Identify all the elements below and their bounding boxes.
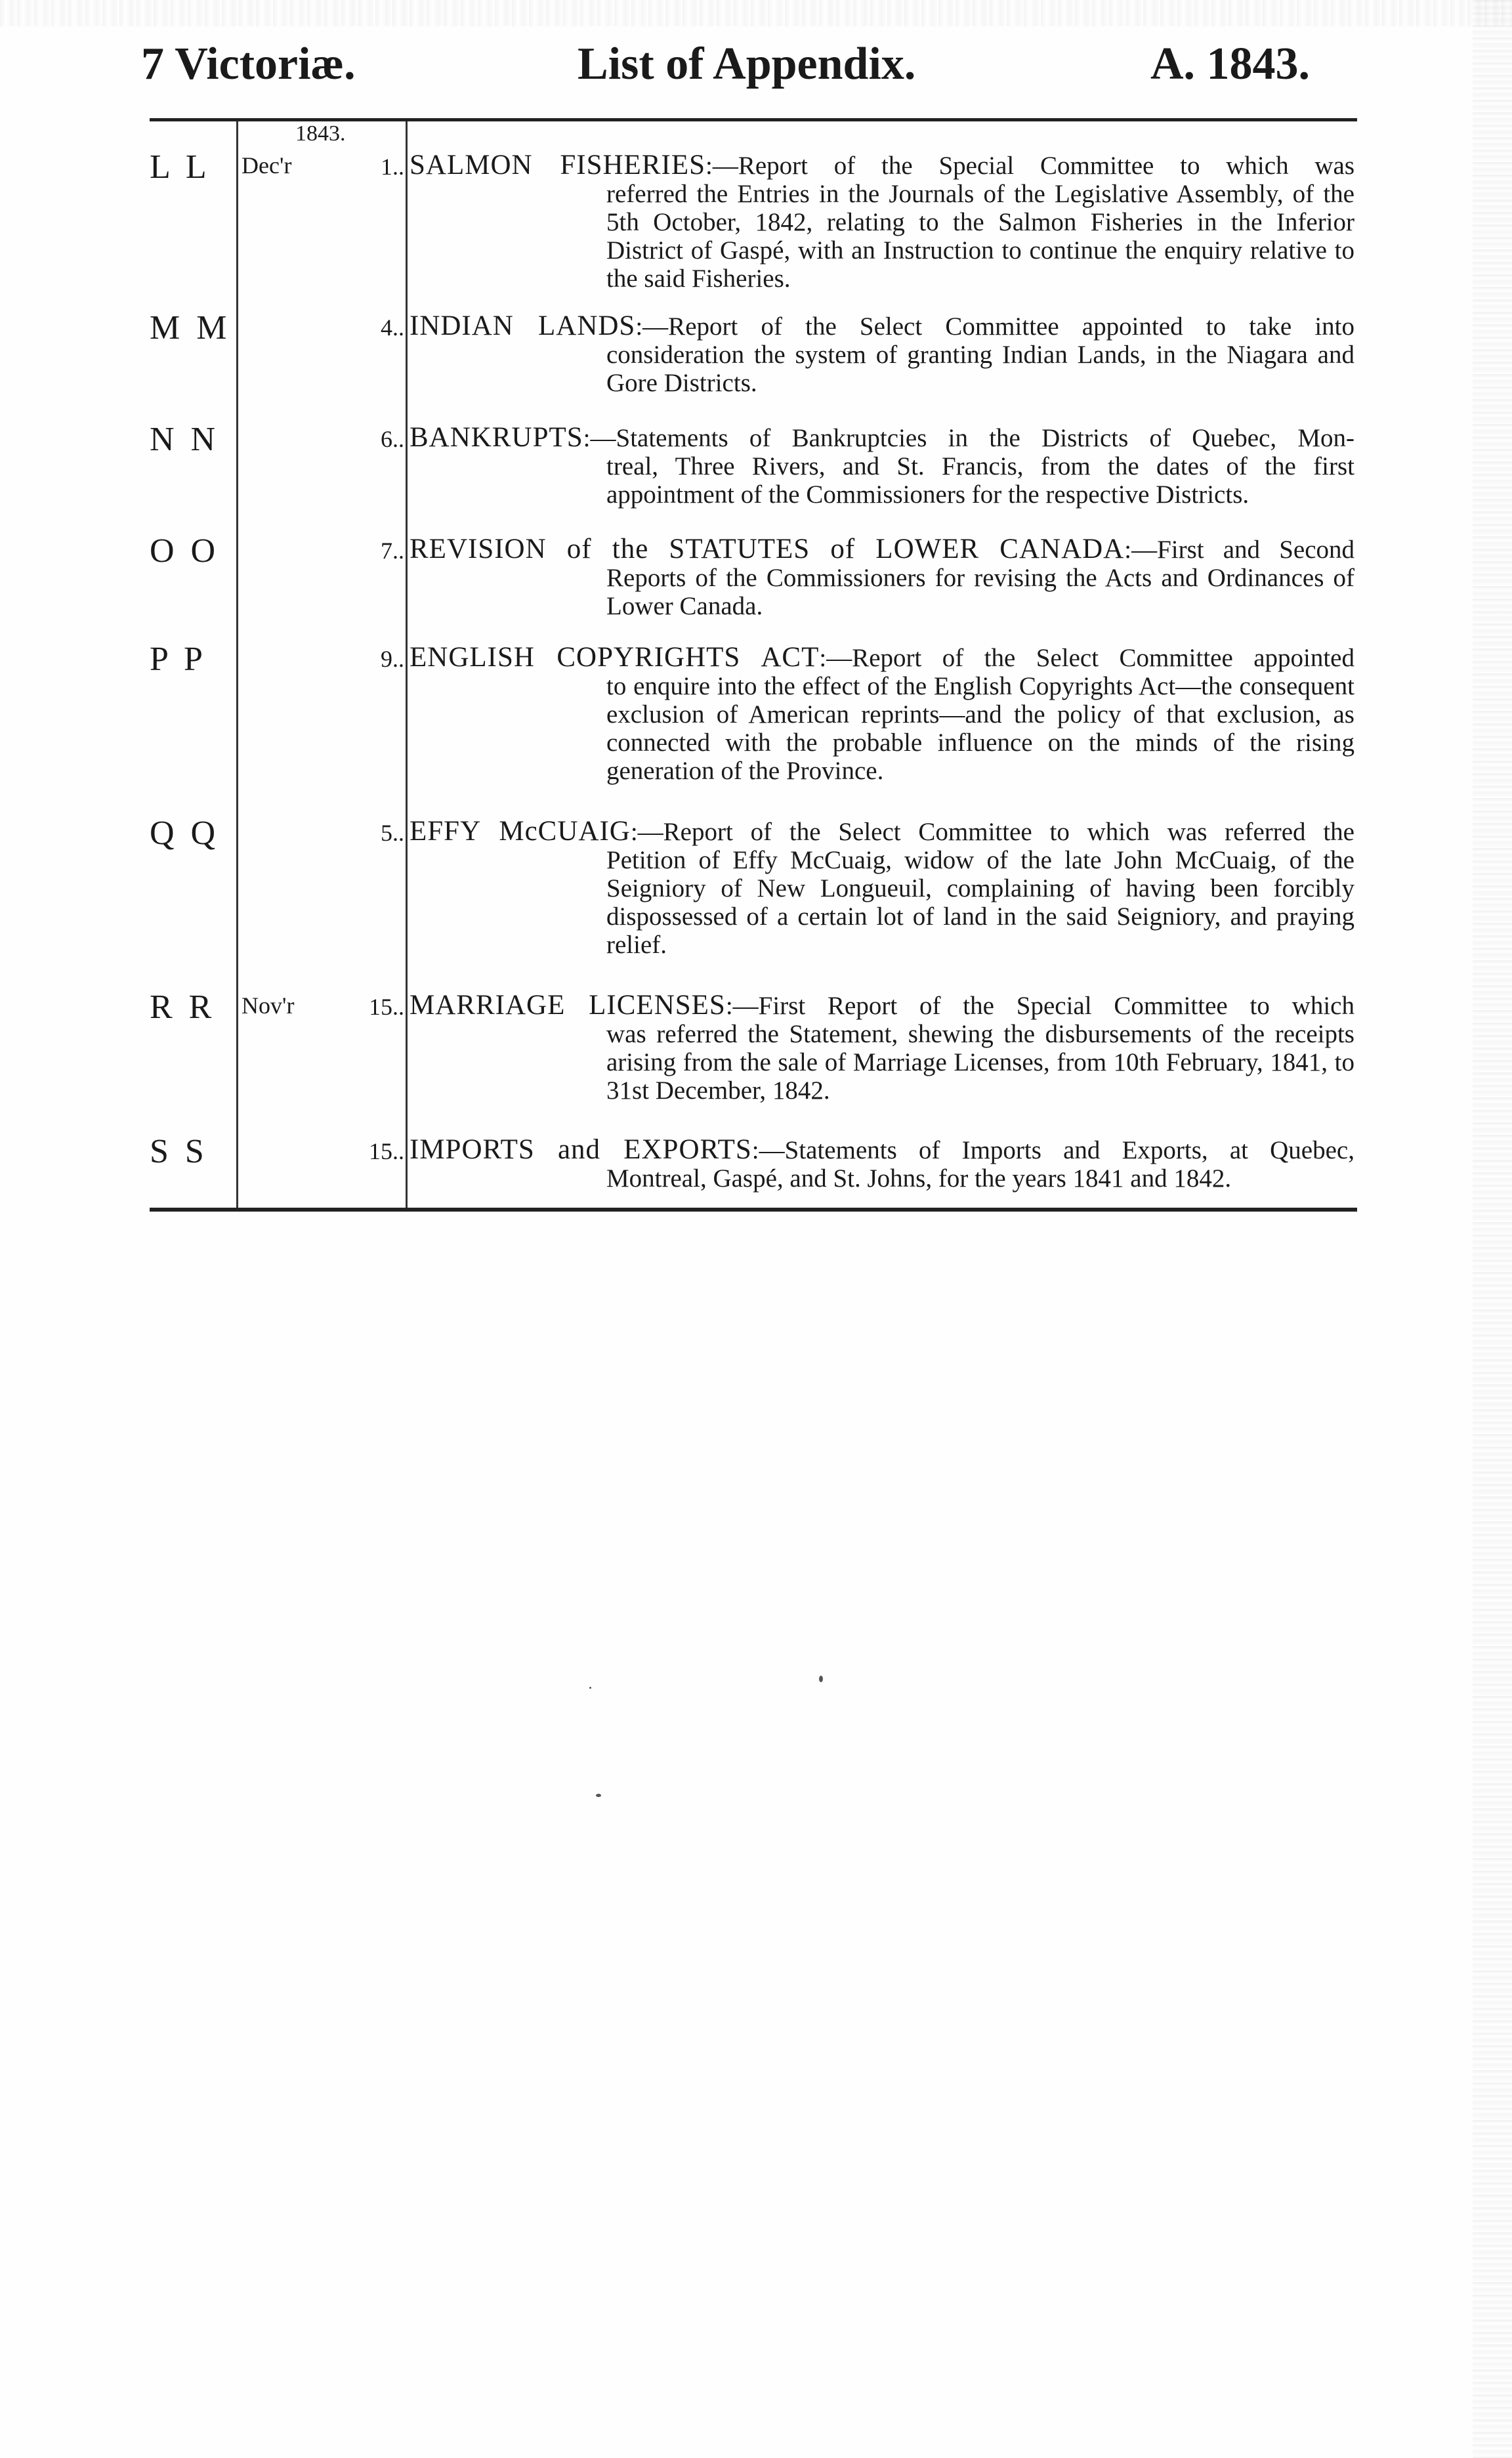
entry-continuation: to enquire into the effect of the English Copyrights Act—the consequent exclusion of American reprints—and the policy of that exclusion, as connected with the probable influence on the minds of the rising generation of the Province. bbox=[606, 672, 1354, 785]
entry-first-text: :—Report of the Select Committee appointed bbox=[819, 644, 1354, 672]
table-bottom-rule bbox=[150, 1208, 1357, 1212]
entry-continuation: Petition of Effy McCuaig, widow of the late John McCuaig, of the Seigniory of New Longueuil, complaining of having been forcibly dispossessed of a certain lot of land in the said Seigniory, and praying relief. bbox=[606, 846, 1354, 959]
entry-first-text: :—Statements of Imports and Exports, at Quebec, bbox=[751, 1136, 1354, 1164]
entry-subject: INDIAN LANDS bbox=[410, 310, 636, 341]
entry-day: 7.. bbox=[381, 538, 404, 564]
entry-first-text: :—First Report of the Special Committee to which bbox=[725, 992, 1354, 1020]
appendix-code: N N bbox=[150, 421, 220, 458]
column-divider-date bbox=[406, 121, 408, 1208]
entry-first-line bbox=[410, 1135, 1354, 1164]
header-title: List of Appendix. bbox=[578, 39, 916, 89]
entry-first-line bbox=[410, 991, 1354, 1020]
entry-subject: IMPORTS and EXPORTS bbox=[410, 1134, 752, 1165]
entry-subject: EFFY McCUAIG bbox=[410, 816, 631, 847]
scan-speck bbox=[819, 1676, 823, 1682]
entry-first-line bbox=[410, 423, 1354, 452]
entry-first-line bbox=[410, 312, 1354, 341]
entry-first-text: :—Report of the Select Committee appointed to take into bbox=[635, 312, 1354, 341]
scan-speck bbox=[589, 1687, 591, 1689]
scan-noise-top bbox=[0, 0, 1512, 26]
entry-continuation: treal, Three Rivers, and St. Francis, from the dates of the first appointment of the Commissioners for the respective Districts. bbox=[606, 452, 1354, 509]
entry-continuation: Reports of the Commissioners for revising the Acts and Ordinances of Lower Canada. bbox=[606, 564, 1354, 620]
appendix-table bbox=[150, 118, 1372, 1214]
entry-subject: SALMON FISHERIES bbox=[410, 150, 706, 180]
entry-description bbox=[410, 643, 1354, 785]
entry-description bbox=[410, 1135, 1354, 1193]
entry-first-text: :—First and Second bbox=[1124, 536, 1355, 564]
entry-day: 15.. bbox=[369, 1138, 404, 1164]
entry-continuation: Montreal, Gaspé, and St. Johns, for the years 1841 and 1842. bbox=[606, 1164, 1232, 1193]
entry-description bbox=[410, 312, 1354, 397]
year-heading: 1843. bbox=[295, 121, 346, 146]
column-divider-code bbox=[236, 121, 238, 1208]
appendix-code: R R bbox=[150, 988, 216, 1026]
entry-description bbox=[410, 817, 1354, 959]
scan-noise-edge bbox=[1473, 0, 1512, 2458]
header-session: 7 Victoriæ. bbox=[141, 39, 356, 89]
entry-day: 15.. bbox=[369, 994, 404, 1020]
entry-continuation: referred the Entries in the Journals of the Legislative Assembly, of the 5th October, 1842, relating to the Salmon Fisheries in the Inferior District of Gaspé, with an Instruction to continue the enquiry relative to the said Fisheries. bbox=[606, 180, 1354, 293]
entry-day: 9.. bbox=[381, 646, 404, 672]
entry-first-line bbox=[410, 643, 1354, 672]
entry-first-line bbox=[410, 817, 1354, 846]
entry-day: 6.. bbox=[381, 426, 404, 452]
running-header bbox=[131, 32, 1365, 97]
entry-first-text: :—Report of the Select Committee to which was referred the bbox=[630, 818, 1354, 846]
appendix-code: Q Q bbox=[150, 815, 220, 852]
entry-day: 4.. bbox=[381, 314, 404, 341]
appendix-code: P P bbox=[150, 641, 207, 678]
entry-subject: ENGLISH COPYRIGHTS ACT bbox=[410, 642, 820, 673]
entry-description bbox=[410, 991, 1354, 1105]
entry-first-text: :—Statements of Bankruptcies in the Districts of Quebec, Mon- bbox=[583, 424, 1354, 452]
appendix-code: O O bbox=[150, 532, 220, 570]
entry-month: Dec'r bbox=[242, 152, 292, 179]
entry-day: 1.. bbox=[381, 154, 404, 180]
appendix-code: L L bbox=[150, 148, 211, 186]
entry-first-line bbox=[410, 535, 1354, 564]
entry-subject: REVISION of the STATUTES of LOWER CANADA bbox=[410, 534, 1125, 564]
entry-description bbox=[410, 535, 1354, 620]
entry-continuation: was referred the Statement, shewing the disbursements of the receipts arising from the sale of Marriage Licenses, from 10th February, 1841, to 31st December, 1842. bbox=[606, 1020, 1354, 1105]
header-year: A. 1843. bbox=[1150, 39, 1311, 89]
entry-subject: MARRIAGE LICENSES bbox=[410, 990, 726, 1021]
appendix-code: S S bbox=[150, 1133, 208, 1170]
scan-speck bbox=[596, 1794, 601, 1797]
entry-first-line bbox=[410, 151, 1354, 180]
entry-first-text: :—Report of the Special Committee to which was bbox=[705, 152, 1354, 180]
entry-description bbox=[410, 151, 1354, 293]
entry-subject: BANKRUPTS bbox=[410, 422, 583, 453]
entry-day: 5.. bbox=[381, 820, 404, 846]
entry-continuation: consideration the system of granting Indian Lands, in the Niagara and Gore Districts. bbox=[606, 341, 1354, 397]
entry-month: Nov'r bbox=[242, 992, 295, 1019]
appendix-code: M M bbox=[150, 309, 231, 347]
entry-description bbox=[410, 423, 1354, 509]
